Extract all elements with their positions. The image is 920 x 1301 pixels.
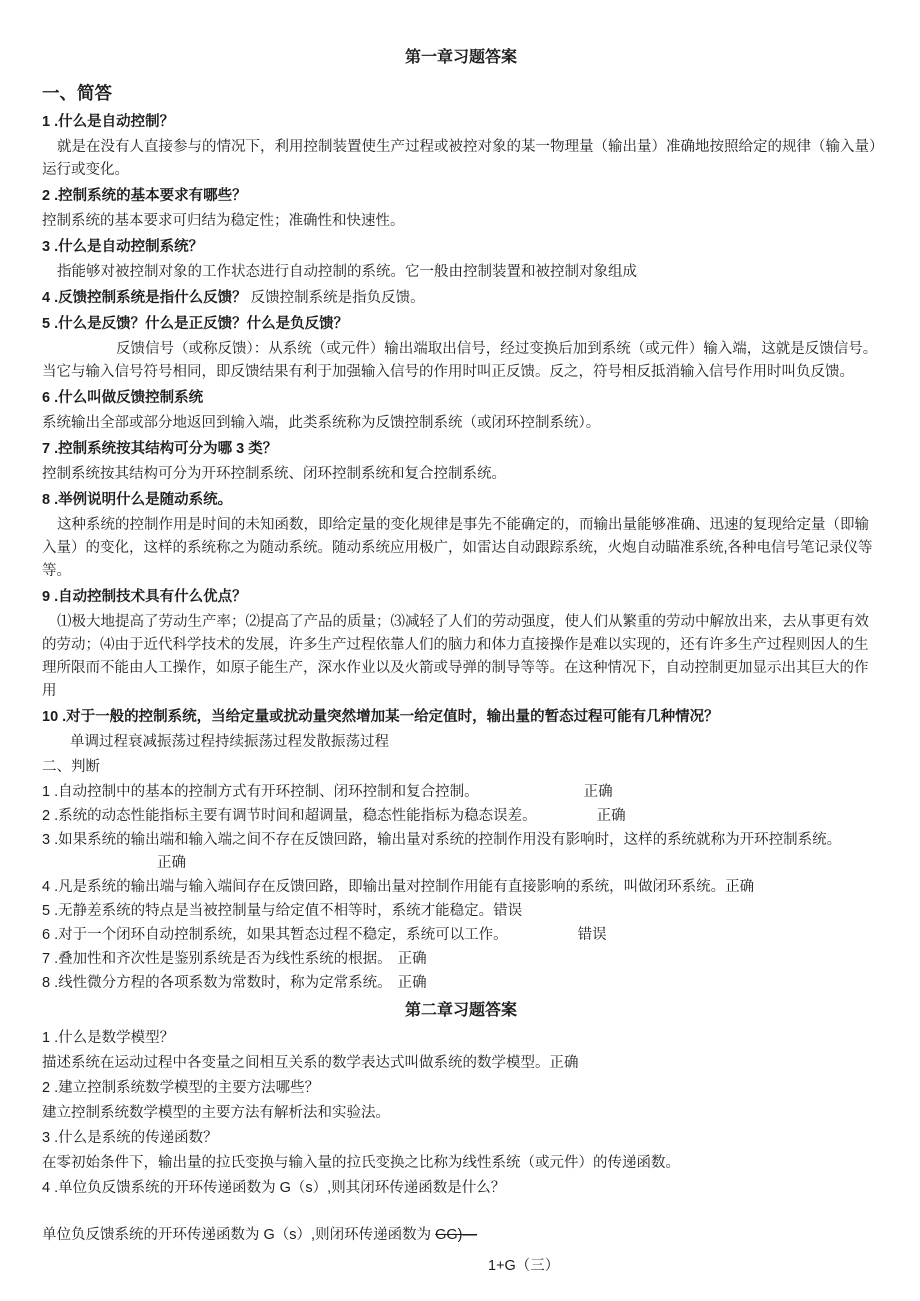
question-3: 3 .什么是自动控制系统？	[42, 239, 204, 255]
judgment-7-text: 7 .叠加性和齐次性是鉴别系统是否为线性系统的根据。	[42, 951, 392, 967]
answer-1: 就是在没有人直接参与的情况下，利用控制装置使生产过程或被控对象的某一物理量（输出量）准确地按照给定的规律（输入量）运行或变化。	[42, 139, 877, 178]
answer-3: 指能够对被控制对象的工作状态进行自动控制的系统。它一般由控制装置和被控制对象组成	[57, 264, 637, 280]
question-8: 8 .举例说明什么是随动系统。	[42, 492, 233, 508]
judgment-2-verdict: 正确	[596, 808, 626, 824]
formula-numerator-struck: GG)—	[435, 1227, 478, 1243]
judgment-3-text: 3 .如果系统的输出端和输入端之间不存在反馈回路，输出量对系统的控制作用没有影响时，这样的系统就称为开环控制系统。	[42, 832, 842, 848]
answer-2: 控制系统的基本要求可归结为稳定性；准确性和快速性。	[42, 213, 405, 229]
question-7: 7 .控制系统按其结构可分为哪 3 类？	[42, 441, 278, 457]
ch2-question-3: 3 .什么是系统的传递函数？	[42, 1130, 218, 1146]
question-4	[42, 287, 880, 310]
answer-4-inline: 反馈控制系统是指负反馈。	[250, 290, 425, 306]
judgment-6-text: 6 .对于一个闭环自动控制系统，如果其暂态过程不稳定，系统可以工作。	[42, 927, 508, 943]
judgment-5-verdict: 错误	[493, 903, 523, 919]
judgment-item-2	[42, 805, 880, 828]
judgment-1-text: 1 .自动控制中的基本的控制方式有开环控制、闭环控制和复合控制。	[42, 784, 479, 800]
judgment-item-7	[42, 948, 880, 971]
answer-10: 单调过程衰减振荡过程持续振荡过程发散振荡过程	[70, 734, 389, 750]
judgment-2-text: 2 .系统的动态性能指标主要有调节时间和超调量，稳态性能指标为稳态误差。	[42, 808, 537, 824]
chapter2-title: 第二章习题答案	[404, 1002, 517, 1019]
question-4-text: 4 .反馈控制系统是指什么反馈？	[42, 290, 247, 306]
ch2-answer-1: 描述系统在运动过程中各变量之间相互关系的数学表达式叫做系统的数学模型。正确	[42, 1055, 579, 1071]
answer-8: 这种系统的控制作用是时间的未知函数，即给定量的变化规律是事先不能确定的，而输出量能够准确、迅速的复现给定量（即输入量）的变化，这样的系统称之为随动系统。随动系统应用极广，如雷达自动跟踪系统，火炮自动瞄准系统,各种电信号笔记录仪等等。	[42, 517, 873, 579]
question-5: 5 .什么是反馈？什么是正反馈？什么是负反馈？	[42, 316, 349, 332]
ch2-question-4: 4 .单位负反馈系统的开环传递函数为 G（s）,则其闭环传递函数是什么？	[42, 1180, 506, 1196]
judgment-6-verdict: 错误	[577, 927, 607, 943]
ch2-answer-3: 在零初始条件下，输出量的拉氏变换与输入量的拉氏变换之比称为线性系统（或元件）的传递函数。	[42, 1155, 680, 1171]
answer-9: ⑴极大地提高了劳动生产率；⑵提高了产品的质量；⑶减轻了人们的劳动强度，使人们从繁重的劳动中解放出来，去从事更有效的劳动；⑷由于近代科学技术的发展，许多生产过程依靠人们的脑力和体力直接操作是难以实现的，还有许多生产过程则因人的生理所限而不能由人工操作，如原子能生产，深水作业以及火箭或导弹的制导等等。在这种情况下，自动控制更加显示出其巨大的作用	[42, 614, 869, 699]
chapter1-title: 第一章习题答案	[404, 49, 517, 66]
judgment-item-1	[42, 781, 880, 804]
formula-denominator: 1+G（三）	[488, 1258, 560, 1274]
judgment-item-4	[42, 876, 880, 899]
ch2-answer-4	[42, 1224, 880, 1247]
question-10: 10 .对于一般的控制系统，当给定量或扰动量突然增加某一给定值时，输出量的暂态过程可能有几种情况？	[42, 709, 719, 725]
judgment-8-verdict: 正确	[397, 975, 427, 991]
ch2-answer-2: 建立控制系统数学模型的主要方法有解析法和实验法。	[42, 1105, 390, 1121]
ch2-question-2: 2 .建立控制系统数学模型的主要方法哪些？	[42, 1080, 320, 1096]
judgment-item-3	[42, 829, 880, 875]
question-1: 1 .什么是自动控制？	[42, 114, 175, 130]
answer-7: 控制系统按其结构可分为开环控制系统、闭环控制系统和复合控制系统。	[42, 466, 506, 482]
question-9: 9 .自动控制技术具有什么优点？	[42, 589, 247, 605]
judgment-item-8	[42, 972, 880, 995]
ch2-answer-4-prefix: 单位负反馈系统的开环传递函数为 G（s）,则闭环传递函数为	[42, 1227, 436, 1243]
question-2: 2 .控制系统的基本要求有哪些？	[42, 188, 247, 204]
judgment-3-verdict: 正确	[157, 855, 186, 871]
answer-5: 反馈信号（或称反馈）：从系统（或元件）输出端取出信号，经过变换后加到系统（或元件）输入端，这就是反馈信号。当它与输入信号符号相同，即反馈结果有利于加强输入信号的作用时叫正反馈。反之，符号相反抵消输入信号作用时叫负反馈。	[42, 341, 878, 380]
judgment-1-verdict: 正确	[583, 784, 613, 800]
question-6: 6 .什么叫做反馈控制系统	[42, 390, 204, 406]
answer-6: 系统输出全部或部分地返回到输入端，此类系统称为反馈控制系统（或闭环控制系统）。	[42, 415, 601, 431]
section-heading-short-answer: 一、简答	[42, 83, 112, 103]
judgment-7-verdict: 正确	[397, 951, 427, 967]
judgment-item-5	[42, 900, 880, 923]
judgment-item-6	[42, 924, 880, 947]
judgment-5-text: 5 .无静差系统的特点是当被控制量与给定值不相等时，系统才能稳定。	[42, 903, 494, 919]
judgment-8-text: 8 .线性微分方程的各项系数为常数时，称为定常系统。	[42, 975, 392, 991]
section-heading-judgment: 二、判断	[42, 759, 100, 775]
ch2-question-1: 1 .什么是数学模型？	[42, 1030, 175, 1046]
judgment-4-verdict: 正确	[725, 879, 755, 895]
judgment-4-text: 4 .凡是系统的输出端与输入端间存在反馈回路，即输出量对控制作用能有直接影响的系统，叫做闭环系统。	[42, 879, 726, 895]
